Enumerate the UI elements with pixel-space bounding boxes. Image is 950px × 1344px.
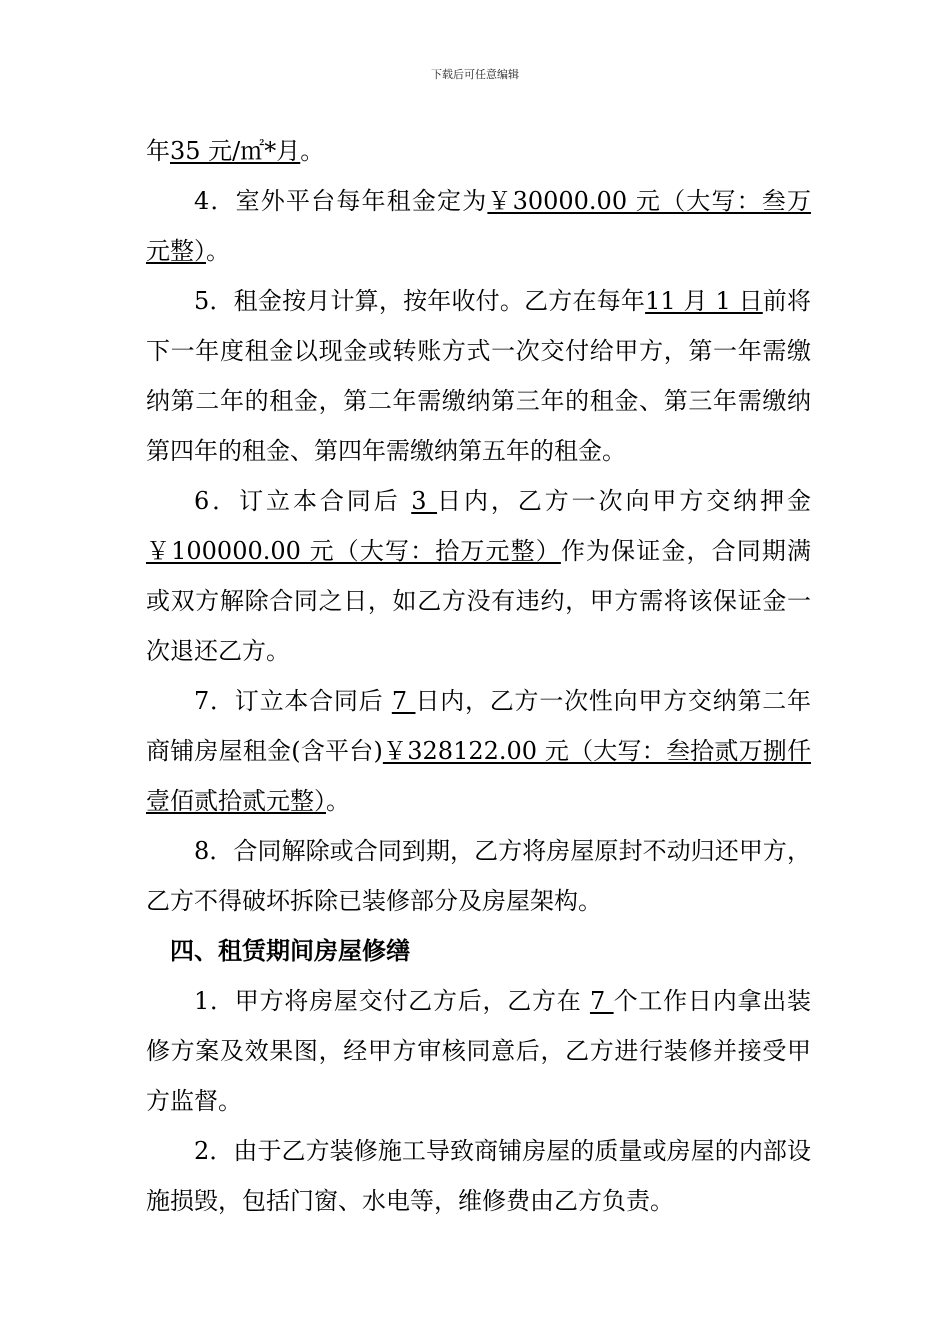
text: 。 [326,787,350,815]
filled-value: ￥30000.00 元（大写：叁万元整） [146,187,811,265]
filled-value: 11 月 1 日 [645,287,763,315]
text: 7．订立本合同后 [194,687,392,715]
filled-value: ￥100000.00 元（大写：拾万元整） [146,537,561,565]
paragraph-rent-rate [146,126,811,176]
clause-6 [146,476,811,676]
section-heading: 四、租赁期间房屋修缮 [170,937,410,965]
text: 5．租金按月计算，按年收付。乙方在每年 [194,287,646,315]
text: 前将下一年度租金以现金或转账方式一次交付给甲方，第一年需缴纳第二年的租金，第二年需缴纳第三年的租金、第三年需缴纳第四年的租金、第四年需缴纳第五年的租金。 [146,287,811,465]
text: 日内，乙方一次向甲方交纳押金 [437,487,812,515]
text: 个工作日内拿出装修方案及效果图，经甲方审核同意后，乙方进行装修并接受甲方监督。 [146,987,811,1115]
filled-value: 7 [589,987,614,1015]
contract-body [146,126,811,1226]
text: 6．订立本合同后 [194,487,412,515]
section4-clause-1 [146,976,811,1126]
text: 2．由于乙方装修施工导致商铺房屋的质量或房屋的内部设施损毁，包括门窗、水电等，维修费由乙方负责。 [146,1137,811,1215]
clause-8 [146,826,811,926]
text: 8．合同解除或合同到期，乙方将房屋原封不动归还甲方，乙方不得破坏拆除已装修部分及房屋架构。 [146,837,811,915]
clause-4 [146,176,811,276]
section4-clause-2 [146,1126,811,1226]
filled-value: 35 元/㎡*月 [170,137,301,165]
text: 4．室外平台每年租金定为 [194,187,488,215]
text: 。 [206,237,230,265]
text: 作为保证金，合同期满或双方解除合同之日，如乙方没有违约，甲方需将该保证金一次退还乙方。 [146,537,811,665]
text: 。 [300,137,325,165]
filled-value: 7 [391,687,416,715]
page-header: 下载后可任意编辑 [431,68,519,81]
clause-5 [146,276,811,476]
clause-7 [146,676,811,826]
text: 年 [146,137,170,165]
filled-value: ￥328122.00 元（大写：叁拾贰万捌仟壹佰贰拾贰元整） [146,737,811,815]
text: 日内，乙方一次性向甲方交纳第二年商铺房屋租金(含平台) [146,687,811,765]
filled-value: 3 [411,487,438,515]
text: 1．甲方将房屋交付乙方后，乙方在 [194,987,590,1015]
